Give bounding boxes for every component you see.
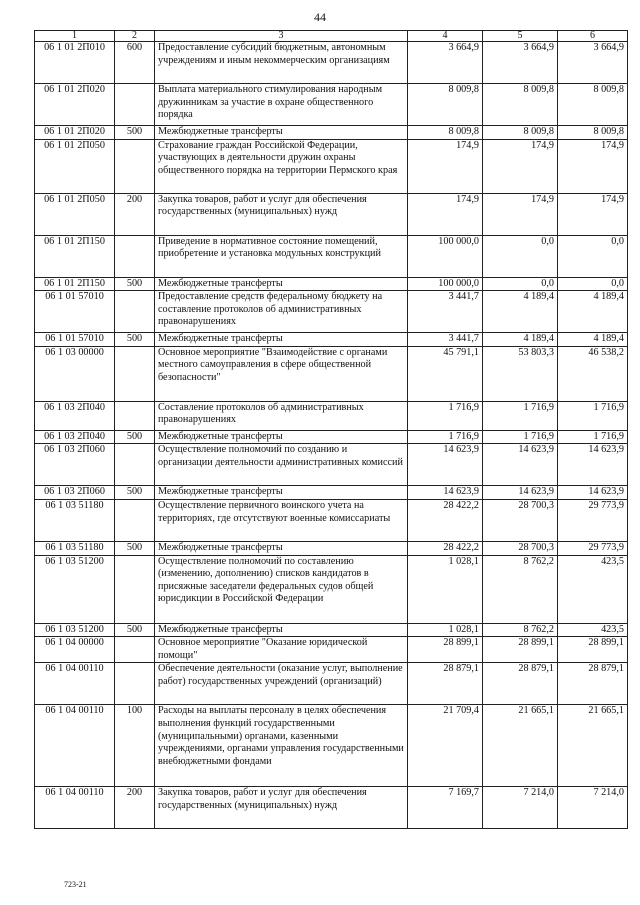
- footer-code: 723-21: [64, 880, 87, 889]
- amount-year3-cell: 1 716,9: [558, 401, 628, 430]
- item-name-cell: Расходы на выплаты персоналу в целях обеспечения выполнения функций государственными (муниципальными) органами, казенными учреждениями, органами управления государственными внебюджетными фондами: [155, 705, 408, 787]
- budget-code-cell: 06 1 01 57010: [35, 291, 115, 333]
- column-header: 5: [483, 31, 558, 42]
- expense-type-cell: [115, 84, 155, 126]
- amount-year2-cell: 0,0: [483, 277, 558, 291]
- table-row: [35, 541, 628, 555]
- amount-year3-cell: 14 623,9: [558, 444, 628, 486]
- amount-year2-cell: 174,9: [483, 139, 558, 193]
- column-header: 3: [155, 31, 408, 42]
- amount-year1-cell: 3 441,7: [408, 333, 483, 347]
- budget-code-cell: 06 1 01 2П020: [35, 126, 115, 140]
- amount-year2-cell: 28 700,3: [483, 541, 558, 555]
- table-row: [35, 555, 628, 623]
- amount-year1-cell: 1 716,9: [408, 401, 483, 430]
- item-name-cell: Основное мероприятие "Взаимодействие с органами местного самоуправления в сфере общественной безопасности": [155, 346, 408, 401]
- amount-year2-cell: 3 664,9: [483, 42, 558, 84]
- amount-year1-cell: 100 000,0: [408, 235, 483, 277]
- expense-type-cell: 500: [115, 541, 155, 555]
- table-row: [35, 705, 628, 787]
- item-name-cell: Основное мероприятие "Оказание юридической помощи": [155, 637, 408, 663]
- table-row: [35, 401, 628, 430]
- amount-year2-cell: 21 665,1: [483, 705, 558, 787]
- budget-code-cell: 06 1 03 51180: [35, 499, 115, 541]
- expense-type-cell: 500: [115, 430, 155, 444]
- expense-type-cell: 500: [115, 333, 155, 347]
- amount-year1-cell: 1 028,1: [408, 555, 483, 623]
- expense-type-cell: [115, 346, 155, 401]
- expense-type-cell: [115, 499, 155, 541]
- item-name-cell: Приведение в нормативное состояние помещений, приобретение и установка модульных конструкций: [155, 235, 408, 277]
- amount-year2-cell: 28 700,3: [483, 499, 558, 541]
- table-row: [35, 499, 628, 541]
- table-body: [35, 42, 628, 829]
- item-name-cell: Межбюджетные трансферты: [155, 430, 408, 444]
- table-row: [35, 444, 628, 486]
- budget-code-cell: 06 1 04 00110: [35, 705, 115, 787]
- amount-year1-cell: 45 791,1: [408, 346, 483, 401]
- amount-year2-cell: 8 762,2: [483, 555, 558, 623]
- expense-type-cell: [115, 555, 155, 623]
- table-row: [35, 193, 628, 235]
- item-name-cell: Составление протоколов об административных правонарушениях: [155, 401, 408, 430]
- table-row: [35, 346, 628, 401]
- budget-code-cell: 06 1 01 2П050: [35, 193, 115, 235]
- amount-year3-cell: 21 665,1: [558, 705, 628, 787]
- amount-year1-cell: 1 028,1: [408, 623, 483, 637]
- table-row: [35, 84, 628, 126]
- amount-year1-cell: 174,9: [408, 193, 483, 235]
- expense-type-cell: 500: [115, 277, 155, 291]
- page-number: 44: [314, 10, 326, 24]
- item-name-cell: Межбюджетные трансферты: [155, 541, 408, 555]
- amount-year3-cell: 28 879,1: [558, 663, 628, 705]
- amount-year2-cell: 8 762,2: [483, 623, 558, 637]
- expense-type-cell: 200: [115, 193, 155, 235]
- item-name-cell: Межбюджетные трансферты: [155, 277, 408, 291]
- expense-type-cell: [115, 235, 155, 277]
- amount-year1-cell: 21 709,4: [408, 705, 483, 787]
- amount-year3-cell: 8 009,8: [558, 126, 628, 140]
- item-name-cell: Предоставление средств федеральному бюджету на составление протоколов об административных правонарушениях: [155, 291, 408, 333]
- amount-year3-cell: 423,5: [558, 555, 628, 623]
- amount-year3-cell: 14 623,9: [558, 486, 628, 500]
- amount-year1-cell: 8 009,8: [408, 126, 483, 140]
- column-header: 2: [115, 31, 155, 42]
- budget-code-cell: 06 1 03 2П060: [35, 486, 115, 500]
- budget-code-cell: 06 1 01 57010: [35, 333, 115, 347]
- amount-year2-cell: 1 716,9: [483, 430, 558, 444]
- expense-type-cell: 100: [115, 705, 155, 787]
- budget-code-cell: 06 1 03 51200: [35, 623, 115, 637]
- table-row: [35, 277, 628, 291]
- amount-year2-cell: 28 899,1: [483, 637, 558, 663]
- budget-code-cell: 06 1 01 2П050: [35, 139, 115, 193]
- table-row: [35, 430, 628, 444]
- amount-year1-cell: 14 623,9: [408, 444, 483, 486]
- table-row: [35, 42, 628, 84]
- budget-code-cell: 06 1 04 00000: [35, 637, 115, 663]
- expense-type-cell: 500: [115, 486, 155, 500]
- item-name-cell: Предоставление субсидий бюджетным, автономным учреждениям и иным некоммерческим организациям: [155, 42, 408, 84]
- budget-code-cell: 06 1 04 00110: [35, 663, 115, 705]
- amount-year2-cell: 4 189,4: [483, 333, 558, 347]
- table-row: [35, 787, 628, 829]
- item-name-cell: Обеспечение деятельности (оказание услуг, выполнение работ) государственных учреждений (организаций): [155, 663, 408, 705]
- item-name-cell: Межбюджетные трансферты: [155, 623, 408, 637]
- amount-year1-cell: 1 716,9: [408, 430, 483, 444]
- amount-year3-cell: 423,5: [558, 623, 628, 637]
- amount-year3-cell: 29 773,9: [558, 541, 628, 555]
- amount-year3-cell: 4 189,4: [558, 333, 628, 347]
- expense-type-cell: 500: [115, 623, 155, 637]
- amount-year2-cell: 8 009,8: [483, 84, 558, 126]
- expense-type-cell: [115, 401, 155, 430]
- expense-type-cell: [115, 139, 155, 193]
- item-name-cell: Выплата материального стимулирования народным дружинникам за участие в охране общественного порядка: [155, 84, 408, 126]
- budget-code-cell: 06 1 04 00110: [35, 787, 115, 829]
- amount-year1-cell: 3 441,7: [408, 291, 483, 333]
- table-row: [35, 126, 628, 140]
- amount-year1-cell: 28 422,2: [408, 499, 483, 541]
- amount-year3-cell: 28 899,1: [558, 637, 628, 663]
- item-name-cell: Осуществление полномочий по созданию и организации деятельности административных комиссий: [155, 444, 408, 486]
- expense-type-cell: [115, 291, 155, 333]
- amount-year2-cell: 28 879,1: [483, 663, 558, 705]
- amount-year3-cell: 4 189,4: [558, 291, 628, 333]
- budget-code-cell: 06 1 03 51180: [35, 541, 115, 555]
- column-header: 1: [35, 31, 115, 42]
- expense-type-cell: [115, 444, 155, 486]
- column-header: 6: [558, 31, 628, 42]
- expense-type-cell: [115, 663, 155, 705]
- amount-year2-cell: 53 803,3: [483, 346, 558, 401]
- amount-year3-cell: 3 664,9: [558, 42, 628, 84]
- item-name-cell: Межбюджетные трансферты: [155, 486, 408, 500]
- amount-year3-cell: 0,0: [558, 277, 628, 291]
- budget-code-cell: 06 1 01 2П020: [35, 84, 115, 126]
- amount-year2-cell: 7 214,0: [483, 787, 558, 829]
- amount-year3-cell: 0,0: [558, 235, 628, 277]
- item-name-cell: Осуществление полномочий по составлению (изменению, дополнению) списков кандидатов в присяжные заседатели федеральных судов общей юрисдикции в Российской Федерации: [155, 555, 408, 623]
- amount-year3-cell: 7 214,0: [558, 787, 628, 829]
- amount-year1-cell: 28 422,2: [408, 541, 483, 555]
- expense-type-cell: 500: [115, 126, 155, 140]
- amount-year3-cell: 174,9: [558, 193, 628, 235]
- budget-code-cell: 06 1 03 51200: [35, 555, 115, 623]
- amount-year3-cell: 174,9: [558, 139, 628, 193]
- table-row: [35, 235, 628, 277]
- amount-year2-cell: 4 189,4: [483, 291, 558, 333]
- amount-year1-cell: 3 664,9: [408, 42, 483, 84]
- budget-code-cell: 06 1 01 2П150: [35, 235, 115, 277]
- budget-code-cell: 06 1 01 2П150: [35, 277, 115, 291]
- table-row: [35, 486, 628, 500]
- item-name-cell: Закупка товаров, работ и услуг для обеспечения государственных (муниципальных) нужд: [155, 787, 408, 829]
- amount-year3-cell: 1 716,9: [558, 430, 628, 444]
- amount-year2-cell: 1 716,9: [483, 401, 558, 430]
- amount-year2-cell: 14 623,9: [483, 444, 558, 486]
- budget-table: [34, 30, 628, 829]
- amount-year1-cell: 28 899,1: [408, 637, 483, 663]
- expense-type-cell: 200: [115, 787, 155, 829]
- amount-year1-cell: 14 623,9: [408, 486, 483, 500]
- amount-year1-cell: 174,9: [408, 139, 483, 193]
- table-row: [35, 291, 628, 333]
- budget-code-cell: 06 1 01 2П010: [35, 42, 115, 84]
- column-header: 4: [408, 31, 483, 42]
- table-row: [35, 663, 628, 705]
- expense-type-cell: 600: [115, 42, 155, 84]
- amount-year2-cell: 0,0: [483, 235, 558, 277]
- budget-code-cell: 06 1 03 00000: [35, 346, 115, 401]
- amount-year1-cell: 7 169,7: [408, 787, 483, 829]
- amount-year3-cell: 29 773,9: [558, 499, 628, 541]
- budget-code-cell: 06 1 03 2П040: [35, 401, 115, 430]
- item-name-cell: Осуществление первичного воинского учета на территориях, где отсутствуют военные комиссариаты: [155, 499, 408, 541]
- amount-year2-cell: 8 009,8: [483, 126, 558, 140]
- item-name-cell: Страхование граждан Российской Федерации, участвующих в деятельности дружин охраны общественного порядка на территории Пермского края: [155, 139, 408, 193]
- amount-year1-cell: 28 879,1: [408, 663, 483, 705]
- amount-year2-cell: 174,9: [483, 193, 558, 235]
- expense-type-cell: [115, 637, 155, 663]
- budget-code-cell: 06 1 03 2П040: [35, 430, 115, 444]
- table-row: [35, 623, 628, 637]
- amount-year1-cell: 8 009,8: [408, 84, 483, 126]
- amount-year3-cell: 46 538,2: [558, 346, 628, 401]
- amount-year3-cell: 8 009,8: [558, 84, 628, 126]
- table-row: [35, 333, 628, 347]
- column-number-row: [35, 31, 628, 42]
- amount-year2-cell: 14 623,9: [483, 486, 558, 500]
- item-name-cell: Закупка товаров, работ и услуг для обеспечения государственных (муниципальных) нужд: [155, 193, 408, 235]
- item-name-cell: Межбюджетные трансферты: [155, 333, 408, 347]
- budget-code-cell: 06 1 03 2П060: [35, 444, 115, 486]
- table-row: [35, 637, 628, 663]
- item-name-cell: Межбюджетные трансферты: [155, 126, 408, 140]
- table-row: [35, 139, 628, 193]
- amount-year1-cell: 100 000,0: [408, 277, 483, 291]
